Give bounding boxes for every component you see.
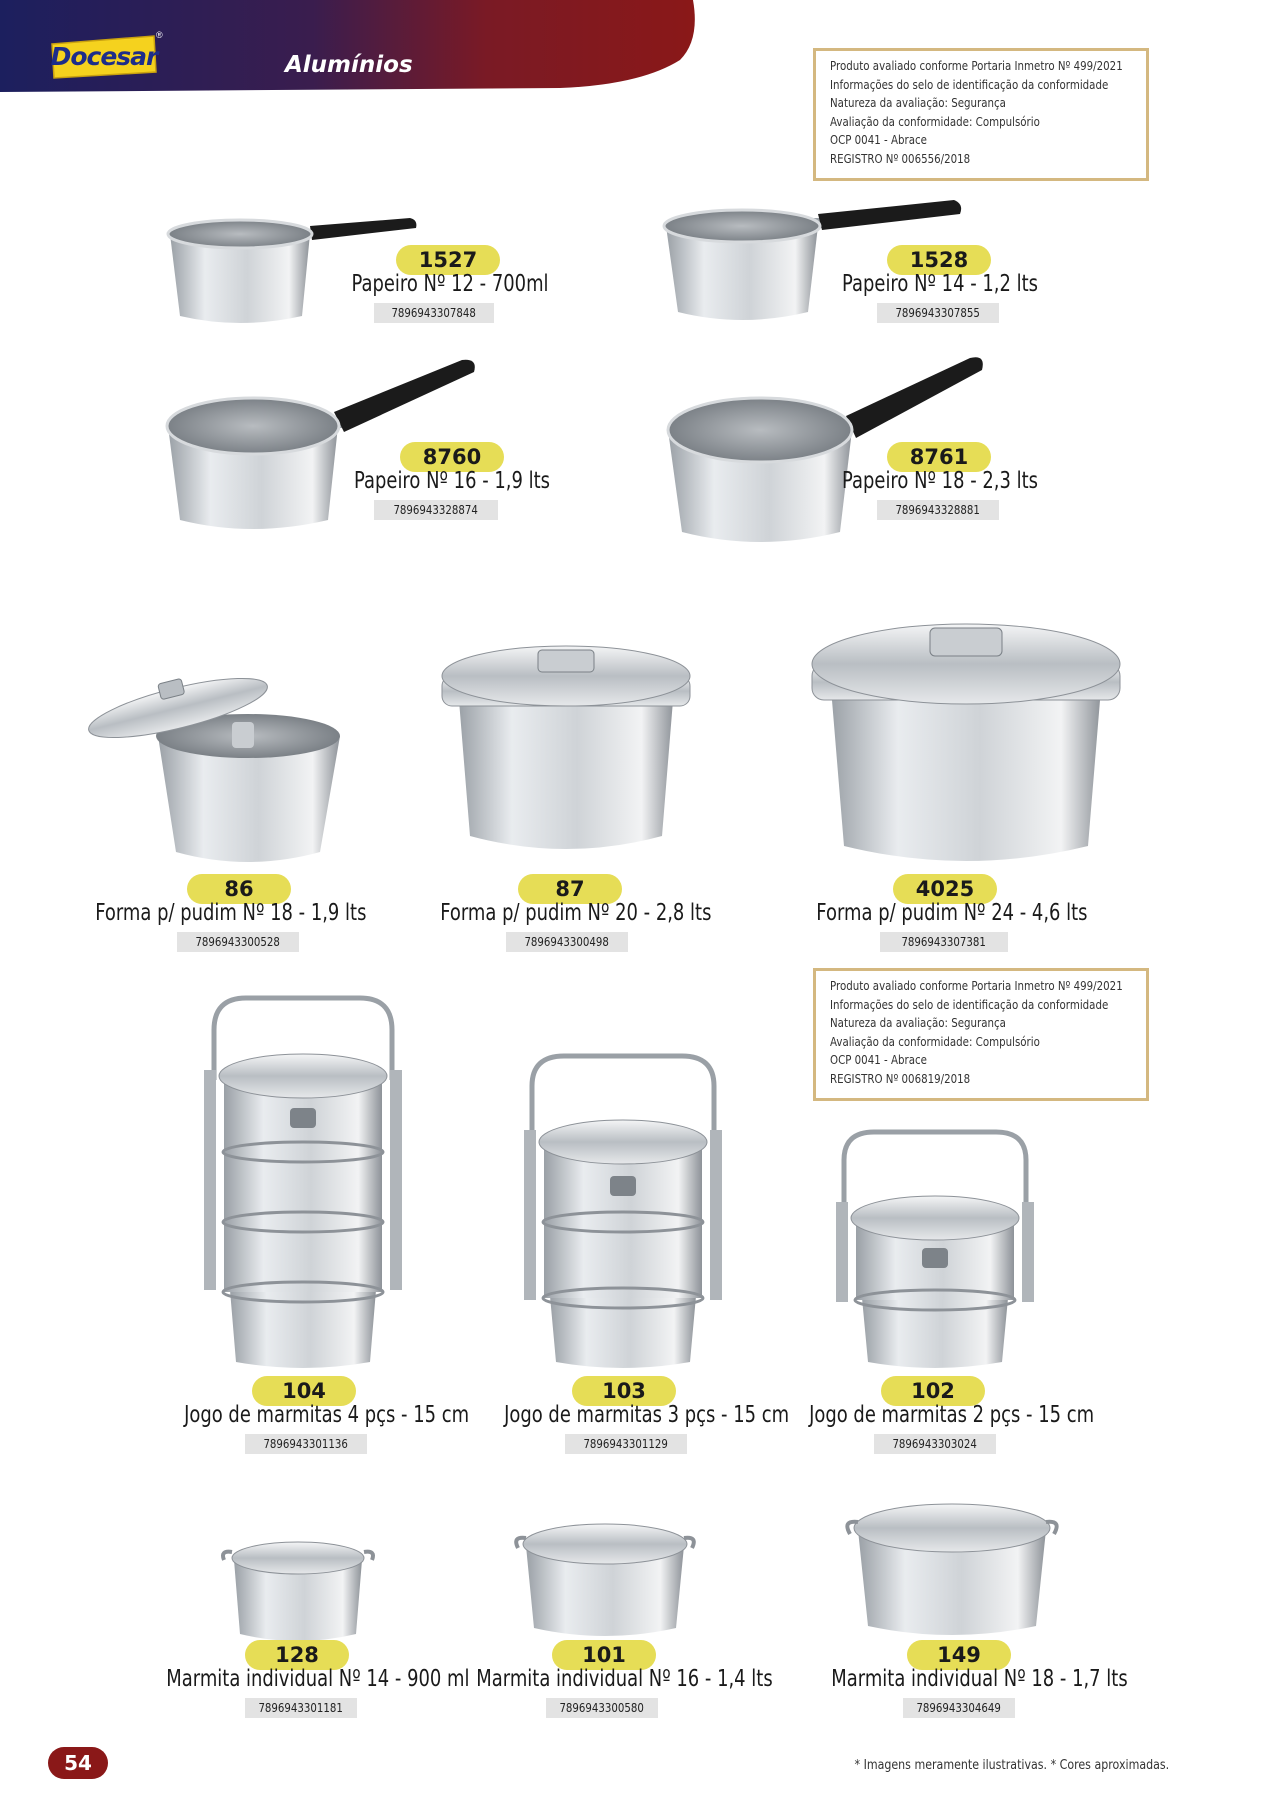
product-ean-text: 7896943301136 (263, 1437, 349, 1451)
product-name: Jogo de marmitas 4 pçs - 15 cm (184, 1402, 470, 1428)
product-code-badge: 102 (881, 1376, 985, 1406)
lunch-pot-image (218, 1530, 378, 1646)
product-ean (546, 1698, 658, 1718)
certification-box (813, 968, 1149, 1101)
tiffin-stack-image (830, 1126, 1040, 1372)
cert-line: Informações do selo de identificação da conformidade (830, 996, 1109, 1012)
product-ean-text: 7896943304649 (916, 1701, 1002, 1715)
cert-line: OCP 0041 - Abrace (830, 1052, 927, 1067)
product-code-badge: 104 (252, 1376, 356, 1406)
product-ean (177, 932, 299, 952)
product-name: Jogo de marmitas 3 pçs - 15 cm (504, 1402, 790, 1428)
product-code-badge: 1527 (396, 245, 500, 275)
tiffin-stack-image (518, 1050, 728, 1372)
product-name: Marmita individual Nº 18 - 1,7 lts (831, 1666, 1128, 1692)
pudding-mold-image (88, 668, 348, 872)
product-ean-text: 7896943300580 (559, 1701, 645, 1715)
product-ean-text: 7896943301129 (583, 1437, 669, 1451)
product-ean (245, 1434, 367, 1454)
product-ean (565, 1434, 687, 1454)
product-ean (877, 500, 999, 520)
product-code-badge: 8761 (887, 442, 991, 472)
tiffin-stack-image (198, 990, 408, 1372)
cert-line: Produto avaliado conforme Portaria Inmetro Nº 499/2021 (830, 58, 1123, 73)
product-ean (880, 932, 1008, 952)
pudding-mold-image (436, 636, 696, 866)
product-name: Marmita individual Nº 14 - 900 ml (166, 1666, 470, 1692)
product-code-badge: 101 (552, 1640, 656, 1670)
product-name: Forma p/ pudim Nº 24 - 4,6 lts (816, 900, 1088, 926)
product-name: Forma p/ pudim Nº 20 - 2,8 lts (440, 900, 712, 926)
lunch-pot-image (512, 1512, 698, 1642)
cert-line: Produto avaliado conforme Portaria Inmetro Nº 499/2021 (830, 978, 1123, 993)
brand-logo (48, 34, 160, 80)
product-ean (877, 303, 999, 323)
product-code-badge: 86 (187, 874, 291, 904)
product-name: Papeiro Nº 18 - 2,3 lts (842, 468, 1038, 494)
section-title: Alumínios (285, 52, 413, 78)
product-code-badge: 103 (572, 1376, 676, 1406)
product-ean (245, 1698, 357, 1718)
cert-line: REGISTRO Nº 006819/2018 (830, 1070, 971, 1086)
product-ean (374, 500, 498, 520)
registered-mark: ® (156, 30, 163, 40)
product-code-badge: 149 (907, 1640, 1011, 1670)
page-header (0, 0, 700, 92)
product-code-badge: 4025 (893, 874, 997, 904)
product-name: Forma p/ pudim Nº 18 - 1,9 lts (95, 900, 367, 926)
product-ean (874, 1434, 996, 1454)
brand-logo-text: Docesar (50, 42, 158, 71)
product-ean-text: 7896943301181 (258, 1701, 344, 1715)
product-ean-text: 7896943328881 (895, 503, 981, 517)
disclaimer-text: * Imagens meramente ilustrativas. * Cores aproximadas. (854, 1758, 1169, 1773)
cert-line: Avaliação da conformidade: Compulsório (830, 113, 1040, 129)
product-code-badge: 1528 (887, 245, 991, 275)
product-name: Papeiro Nº 16 - 1,9 lts (354, 468, 550, 494)
product-name: Marmita individual Nº 16 - 1,4 lts (476, 1666, 773, 1692)
pudding-mold-image (806, 606, 1126, 874)
product-code-badge: 87 (518, 874, 622, 904)
product-name: Papeiro Nº 12 - 700ml (351, 271, 549, 297)
page-number: 54 (48, 1747, 108, 1779)
product-ean (374, 303, 494, 323)
cert-line: Natureza da avaliação: Segurança (830, 95, 1006, 110)
lunch-pot-image (842, 1490, 1062, 1642)
product-code-badge: 8760 (400, 442, 504, 472)
product-ean-text: 7896943303024 (892, 1437, 978, 1451)
product-ean-text: 7896943307381 (901, 935, 987, 949)
product-ean-text: 7896943328874 (393, 503, 479, 517)
product-code-badge: 128 (245, 1640, 349, 1670)
product-ean (506, 932, 628, 952)
cert-line: Avaliação da conformidade: Compulsório (830, 1033, 1040, 1049)
cert-line: OCP 0041 - Abrace (830, 132, 927, 147)
certification-box (813, 48, 1149, 181)
product-name: Jogo de marmitas 2 pçs - 15 cm (809, 1402, 1095, 1428)
product-ean-text: 7896943307848 (391, 306, 477, 320)
product-name: Papeiro Nº 14 - 1,2 lts (842, 271, 1038, 297)
product-ean (903, 1698, 1015, 1718)
product-ean-text: 7896943307855 (895, 306, 981, 320)
product-ean-text: 7896943300498 (524, 935, 610, 949)
cert-line: Natureza da avaliação: Segurança (830, 1015, 1006, 1030)
cert-line: Informações do selo de identificação da conformidade (830, 76, 1109, 92)
cert-line: REGISTRO Nº 006556/2018 (830, 150, 971, 166)
product-ean-text: 7896943300528 (195, 935, 281, 949)
